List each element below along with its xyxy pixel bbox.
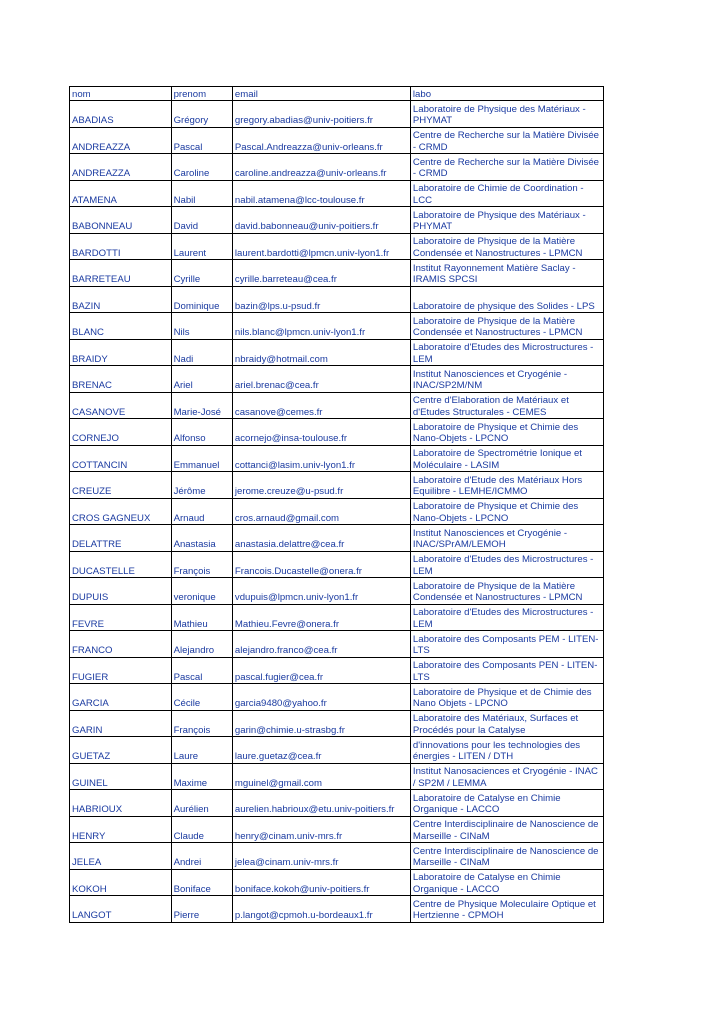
table-row [70,763,604,790]
cell-labo: Laboratoire de Physique et Chimie des Nano-Objets - LPCNO [410,419,603,446]
cell-labo: Centre d'Elaboration de Matériaux et d'Etudes Structurales - CEMES [410,392,603,419]
table-row [70,843,604,870]
cell-labo: Laboratoire de Spectrométrie Ionique et Moléculaire - LASIM [410,445,603,472]
cell-labo: Laboratoire de Catalyse en Chimie Organique - LACCO [410,790,603,817]
cell-email: cyrille.barreteau@cea.fr [232,260,410,287]
cell-prenom: Pascal [171,127,232,154]
table-row [70,737,604,764]
cell-nom: HENRY [70,816,172,843]
cell-prenom: Dominique [171,286,232,313]
cell-nom: BARDOTTI [70,233,172,260]
table-row [70,578,604,605]
cell-nom: BABONNEAU [70,207,172,234]
cell-labo: Laboratoire d'Etudes des Microstructures - LEM [410,339,603,366]
cell-prenom: Arnaud [171,498,232,525]
cell-nom: KOKOH [70,869,172,896]
table-row [70,869,604,896]
cell-email: alejandro.franco@cea.fr [232,631,410,658]
cell-nom: JELEA [70,843,172,870]
table-row [70,392,604,419]
cell-prenom: Anastasia [171,525,232,552]
cell-email: david.babonneau@univ-poitiers.fr [232,207,410,234]
cell-nom: BARRETEAU [70,260,172,287]
cell-prenom: Aurélien [171,790,232,817]
cell-prenom: François [171,551,232,578]
table-row [70,366,604,393]
cell-labo: d'innovations pour les technologies des énergies - LITEN / DTH [410,737,603,764]
cell-email: pascal.fugier@cea.fr [232,657,410,684]
cell-nom: FRANCO [70,631,172,658]
cell-prenom: Nils [171,313,232,340]
cell-email: cros.arnaud@gmail.com [232,498,410,525]
cell-prenom: Jérôme [171,472,232,499]
cell-labo: Laboratoire de physique des Solides - LPS [410,286,603,313]
table-row [70,419,604,446]
cell-email: ariel.brenac@cea.fr [232,366,410,393]
cell-nom: DUPUIS [70,578,172,605]
cell-email: Francois.Ducastelle@onera.fr [232,551,410,578]
table-row [70,286,604,313]
cell-email: nils.blanc@lpmcn.univ-lyon1.fr [232,313,410,340]
cell-email: laure.guetaz@cea.fr [232,737,410,764]
table-row [70,154,604,181]
cell-labo: Laboratoire de Physique et Chimie des Nano-Objets - LPCNO [410,498,603,525]
table-row [70,472,604,499]
cell-labo: Laboratoire d'Etude des Matériaux Hors Equilibre - LEMHE/ICMMO [410,472,603,499]
table-row [70,127,604,154]
table-row [70,445,604,472]
cell-prenom: veronique [171,578,232,605]
header-prenom: prenom [171,87,232,101]
cell-prenom: Alejandro [171,631,232,658]
cell-nom: HABRIOUX [70,790,172,817]
table-row [70,260,604,287]
cell-email: boniface.kokoh@univ-poitiers.fr [232,869,410,896]
cell-labo: Centre Interdisciplinaire de Nanoscience de Marseille - CINaM [410,843,603,870]
cell-nom: ANDREAZZA [70,154,172,181]
cell-prenom: Maxime [171,763,232,790]
cell-prenom: Andrei [171,843,232,870]
cell-nom: CROS GAGNEUX [70,498,172,525]
cell-email: casanove@cemes.fr [232,392,410,419]
cell-email: aurelien.habrioux@etu.univ-poitiers.fr [232,790,410,817]
cell-nom: FEVRE [70,604,172,631]
cell-nom: GARCIA [70,684,172,711]
cell-prenom: Nadi [171,339,232,366]
cell-labo: Centre Interdisciplinaire de Nanoscience de Marseille - CINaM [410,816,603,843]
cell-email: nbraidy@hotmail.com [232,339,410,366]
cell-email: Mathieu.Fevre@onera.fr [232,604,410,631]
cell-labo: Institut Rayonnement Matière Saclay - IRAMIS SPCSI [410,260,603,287]
cell-email: garcia9480@yahoo.fr [232,684,410,711]
cell-prenom: Claude [171,816,232,843]
cell-labo: Institut Nanosciences et Cryogénie - INAC/SPrAM/LEMOH [410,525,603,552]
cell-labo: Laboratoire des Matériaux, Surfaces et Procédés pour la Catalyse [410,710,603,737]
table-row [70,896,604,923]
cell-nom: ANDREAZZA [70,127,172,154]
cell-prenom: Cyrille [171,260,232,287]
cell-nom: ABADIAS [70,101,172,128]
cell-labo: Institut Nanosciences et Cryogénie - INAC/SP2M/NM [410,366,603,393]
table-row [70,525,604,552]
cell-labo: Institut Nanosaciences et Cryogénie - INAC / SP2M / LEMMA [410,763,603,790]
cell-nom: CASANOVE [70,392,172,419]
table-row [70,790,604,817]
table-row [70,631,604,658]
cell-labo: Laboratoire de Physique des Matériaux - PHYMAT [410,101,603,128]
cell-email: mguinel@gmail.com [232,763,410,790]
cell-nom: ATAMENA [70,180,172,207]
table-row [70,657,604,684]
cell-prenom: Laurent [171,233,232,260]
cell-email: vdupuis@lpmcn.univ-lyon1.fr [232,578,410,605]
cell-labo: Centre de Recherche sur la Matière Divisée - CRMD [410,154,603,181]
table-row [70,101,604,128]
cell-prenom: Marie-José [171,392,232,419]
cell-nom: DUCASTELLE [70,551,172,578]
cell-email: jelea@cinam.univ-mrs.fr [232,843,410,870]
table-row [70,180,604,207]
table-row [70,339,604,366]
cell-email: cottanci@lasim.univ-lyon1.fr [232,445,410,472]
cell-email: caroline.andreazza@univ-orleans.fr [232,154,410,181]
cell-nom: GUETAZ [70,737,172,764]
cell-prenom: Ariel [171,366,232,393]
cell-labo: Laboratoire de Catalyse en Chimie Organique - LACCO [410,869,603,896]
cell-labo: Laboratoire de Physique et de Chimie des Nano Objets - LPCNO [410,684,603,711]
cell-labo: Laboratoire d'Etudes des Microstructures - LEM [410,604,603,631]
cell-email: nabil.atamena@lcc-toulouse.fr [232,180,410,207]
cell-labo: Centre de Physique Moleculaire Optique et Hertzienne - CPMOH [410,896,603,923]
cell-email: p.langot@cpmoh.u-bordeaux1.fr [232,896,410,923]
table-row [70,816,604,843]
cell-nom: CREUZE [70,472,172,499]
cell-prenom: David [171,207,232,234]
cell-email: acornejo@insa-toulouse.fr [232,419,410,446]
cell-email: anastasia.delattre@cea.fr [232,525,410,552]
cell-prenom: Grégory [171,101,232,128]
cell-prenom: François [171,710,232,737]
cell-prenom: Alfonso [171,419,232,446]
cell-prenom: Pierre [171,896,232,923]
table-row [70,207,604,234]
cell-email: garin@chimie.u-strasbg.fr [232,710,410,737]
cell-prenom: Emmanuel [171,445,232,472]
cell-labo: Laboratoire d'Etudes des Microstructures - LEM [410,551,603,578]
cell-nom: GUINEL [70,763,172,790]
header-nom: nom [70,87,172,101]
table-row [70,498,604,525]
cell-labo: Laboratoire de Physique de la Matière Condensée et Nanostructures - LPMCN [410,313,603,340]
cell-prenom: Cécile [171,684,232,711]
cell-email: bazin@lps.u-psud.fr [232,286,410,313]
table-row [70,551,604,578]
cell-email: jerome.creuze@u-psud.fr [232,472,410,499]
cell-labo: Laboratoire de Physique de la Matière Condensée et Nanostructures - LPMCN [410,578,603,605]
table-body [70,87,604,923]
cell-prenom: Mathieu [171,604,232,631]
cell-email: gregory.abadias@univ-poitiers.fr [232,101,410,128]
cell-labo: Laboratoire de Physique des Matériaux - PHYMAT [410,207,603,234]
cell-nom: BRENAC [70,366,172,393]
cell-nom: COTTANCIN [70,445,172,472]
cell-email: Pascal.Andreazza@univ-orleans.fr [232,127,410,154]
cell-labo: Laboratoire de Chimie de Coordination - LCC [410,180,603,207]
cell-nom: LANGOT [70,896,172,923]
header-labo: labo [410,87,603,101]
cell-labo: Laboratoire des Composants PEM - LITEN-LTS [410,631,603,658]
cell-nom: CORNEJO [70,419,172,446]
table-row [70,684,604,711]
cell-prenom: Nabil [171,180,232,207]
cell-nom: FUGIER [70,657,172,684]
cell-prenom: Boniface [171,869,232,896]
cell-nom: GARIN [70,710,172,737]
table-row [70,604,604,631]
cell-email: henry@cinam.univ-mrs.fr [232,816,410,843]
cell-nom: DELATTRE [70,525,172,552]
cell-prenom: Laure [171,737,232,764]
table-row [70,710,604,737]
cell-nom: BLANC [70,313,172,340]
cell-labo: Laboratoire de Physique de la Matière Condensée et Nanostructures - LPMCN [410,233,603,260]
participants-table [69,86,604,923]
cell-labo: Centre de Recherche sur la Matière Divisée - CRMD [410,127,603,154]
header-email: email [232,87,410,101]
table-row [70,313,604,340]
cell-email: laurent.bardotti@lpmcn.univ-lyon1.fr [232,233,410,260]
header-row [70,87,604,101]
table-row [70,233,604,260]
cell-prenom: Caroline [171,154,232,181]
cell-nom: BRAIDY [70,339,172,366]
cell-nom: BAZIN [70,286,172,313]
cell-prenom: Pascal [171,657,232,684]
cell-labo: Laboratoire des Composants PEN - LITEN-LTS [410,657,603,684]
